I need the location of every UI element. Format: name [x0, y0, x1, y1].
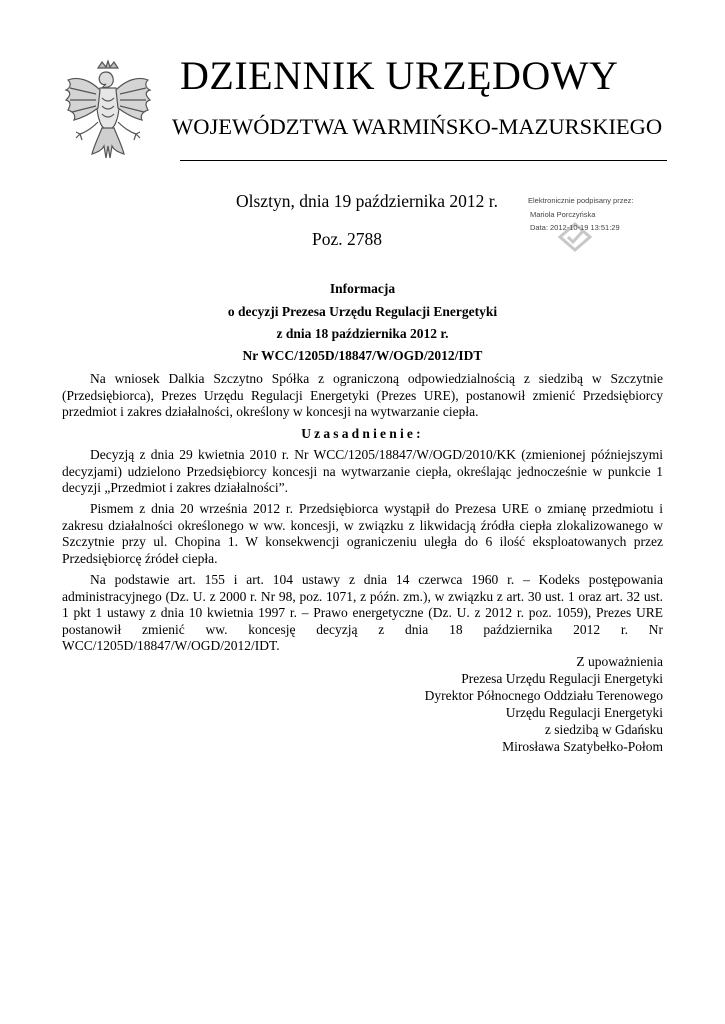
signature-line: Z upoważnienia [576, 654, 663, 669]
signature-line: z siedzibą w Gdańsku [544, 722, 663, 737]
document-subheading: o decyzji Prezesa Urzędu Regulacji Energetyki [227, 304, 498, 319]
signature-block [425, 653, 663, 755]
position-number: Poz. 2788 [312, 229, 382, 249]
signature-line: Prezesa Urzędu Regulacji Energetyki [461, 671, 663, 686]
signature-line: Urzędu Regulacji Energetyki [505, 705, 663, 720]
signer-name: Mariola Porczyńska [530, 210, 596, 219]
document-heading: Informacja [329, 281, 396, 296]
masthead-title: DZIENNIK URZĘDOWY [180, 53, 619, 98]
signature-date: Data: 2012-10-19 13:51:29 [530, 223, 620, 232]
document-number-heading: Nr WCC/1205D/18847/W/OGD/2012/IDT [242, 348, 483, 363]
justification-paragraph-1: Decyzją z dnia 29 kwietnia 2010 r. Nr WCC/1205/18847/W/OGD/2010/KK (zmienionej późniejszymi decyzjami) udzielono Przedsiębiorcy koncesji na wytwarzanie ciepła, określając jednocześnie w punkcie 1 decyzji „Przedmiot i zakres działalności”. [62, 447, 663, 495]
justification-heading: Uzasadnienie: [301, 426, 424, 441]
polish-eagle-emblem-icon [62, 58, 154, 166]
signature-line: Dyrektor Północnego Oddziału Terenowego [424, 688, 663, 703]
document-date-heading: z dnia 18 października 2012 r. [276, 326, 449, 341]
masthead-subtitle: WOJEWÓDZTWA WARMIŃSKO-MAZURSKIEGO [172, 114, 663, 139]
masthead-divider [180, 160, 667, 161]
intro-paragraph: Na wniosek Dalkia Szczytno Spółka z ograniczoną odpowiedzialnością z siedzibą w Szczytnie (Przedsiębiorca), Prezes Urzędu Regulacji Energetyki (Prezes URE), postanowił zmienić Przedsiębiorcy przedmiot i zakres działalności, określony w koncesji na wytwarzanie ciepła. [62, 371, 663, 419]
justification-paragraph-3: Na podstawie art. 155 i art. 104 ustawy z dnia 14 czerwca 1960 r. – Kodeks postępowania administracyjnego (Dz. U. z 2000 r. Nr 98, poz. 1071, z późn. zm.), w związku z art. 30 ust. 1 oraz art. 32 ust. 1 pkt 1 ustawy z dnia 10 kwietnia 1997 r. – Prawo energetyczne (Dz. U. z 2012 r. poz. 1059), Prezes URE postanowił zmienić ww. koncesję decyzją z dnia 18 października 2012 r. Nr WCC/1205D/18847/W/OGD/2012/IDT. [62, 572, 663, 653]
electronic-signature-stamp[interactable] [526, 196, 676, 266]
justification-paragraph-2: Pismem z dnia 20 września 2012 r. Przedsiębiorca wystąpił do Prezesa URE o zmianę przedmiotu i zakresu działalności określonego w ww. koncesji, w związku z likwidacją źródła ciepła zlokalizowanego w Szczytnie przy ul. Chopina 1. W konsekwencji ograniczeniu uległa do 6 ilość eksploatowanych przez Przedsiębiorcę źródeł ciepła. [62, 501, 663, 566]
signatory-name: Mirosława Szatybełko-Połom [502, 739, 663, 754]
place-date: Olsztyn, dnia 19 października 2012 r. [236, 191, 498, 211]
signature-label: Elektronicznie podpisany przez: [528, 196, 634, 205]
